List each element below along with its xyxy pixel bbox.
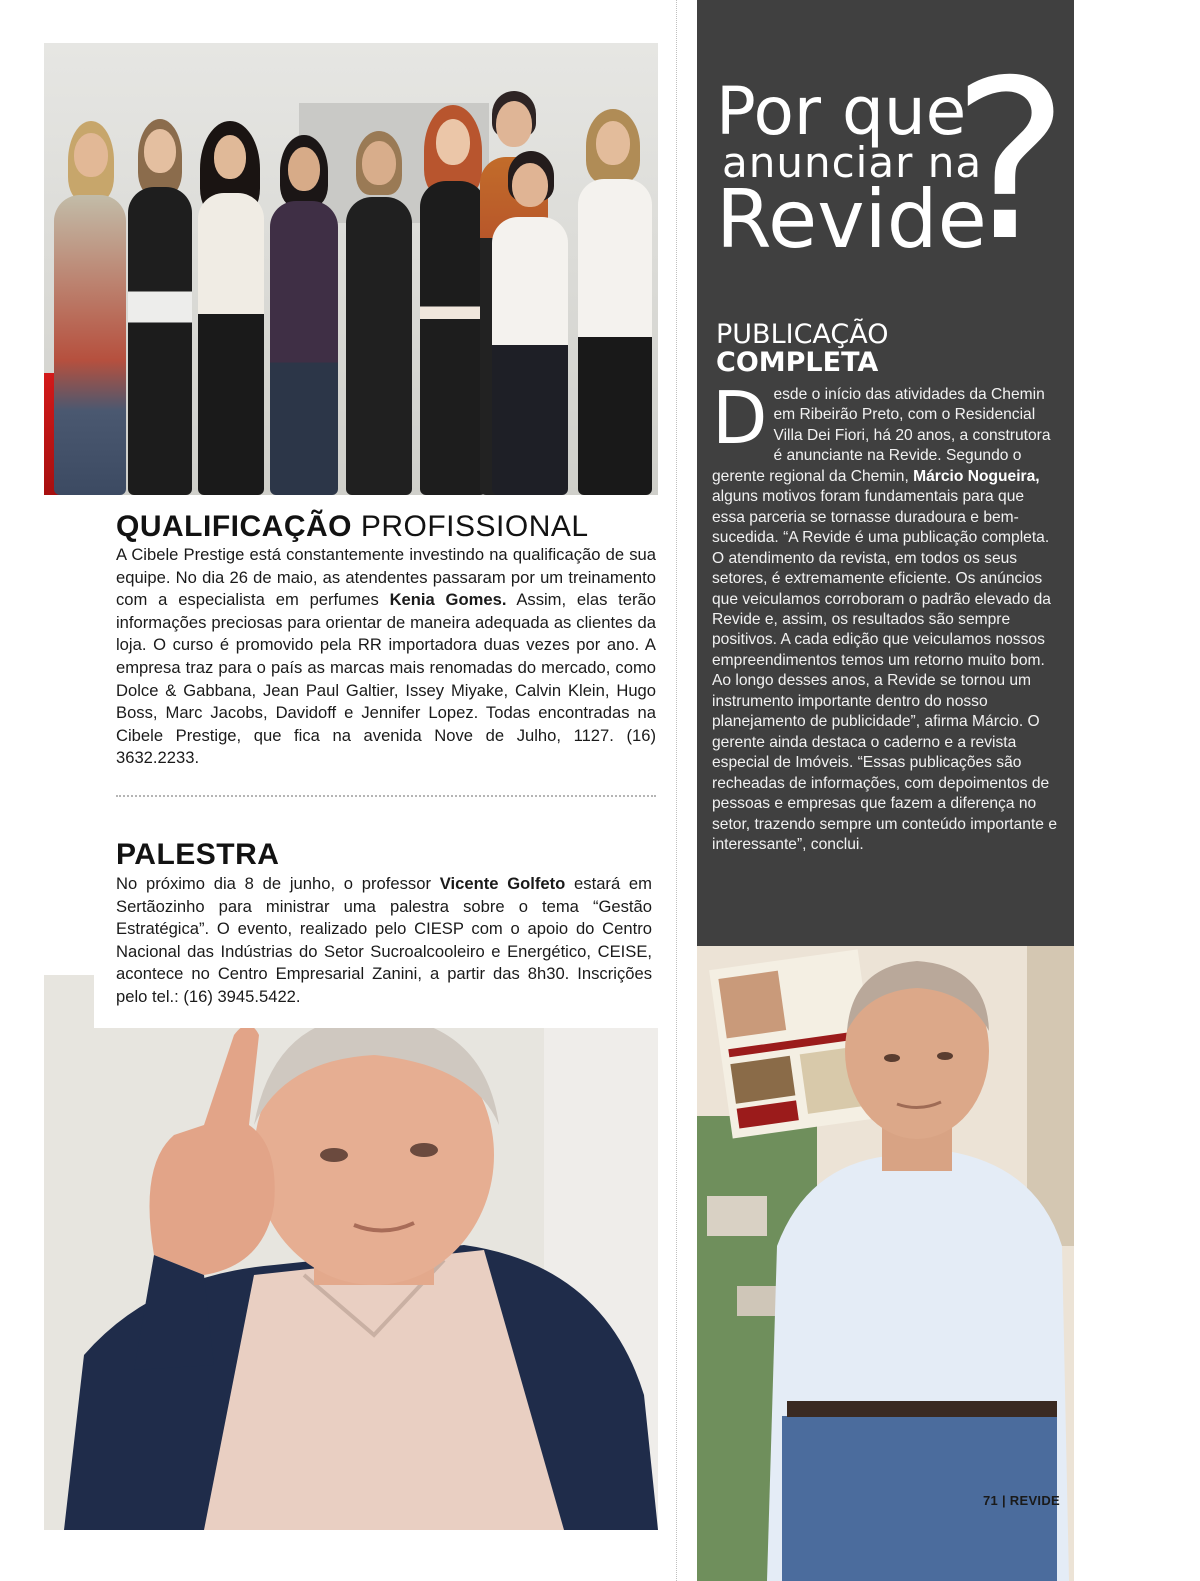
qualificacao-text-1: A Cibele Prestige está constantemente investindo na qualificação de sua equipe. No dia 26 de maio, as atendentes passaram por um treinamento com a especialista em perfumes <box>116 545 656 610</box>
sidebar-text-2: alguns motivos foram fundamentais para que essa parceria se tornasse duradoura e bem-sucedida. “A Revide é uma publicação completa. O atendimento da revista, em todos os seus setores, é extremamente eficiente. Os anúncios que veiculamos corroboram o padrão elevado da Revide e, assim, os resultados são sempre positivos. A cada edição que veiculamos nossos empreendimentos temos um retorno muito bom. Ao longo desses anos, a Revide se tornou um instrumento importante dentro do nosso planejamento de publicidade”, afirma Márcio. O gerente ainda destaca o caderno e a revista especial de Imóveis. “Essas publicações são recheadas de informações, com depoimentos de pessoas e empresas que fazem a diferença no setor, trazendo sempre um conteúdo importante e interessante”, conclui. <box>712 488 1057 853</box>
person-3 <box>190 127 272 495</box>
sidebar-subtitle-bold: COMPLETA <box>716 347 879 378</box>
question-mark: ? <box>952 33 1069 289</box>
qualificacao-name: Kenia Gomes. <box>389 590 507 610</box>
column-divider <box>676 0 677 1581</box>
sidebar-text-1: esde o início das atividades da Chemin em Ribeirão Preto, com o Residencial Villa Dei Fiori, há 20 anos, a construtora é anunciante na Revide. Segundo o gerente regional da Chemin, <box>712 386 1051 485</box>
qualificacao-title <box>116 510 589 544</box>
qualificacao-title-light: PROFISSIONAL <box>360 510 589 543</box>
person-4 <box>264 139 344 495</box>
palestra-name: Vicente Golfeto <box>439 874 566 893</box>
dropcap: D <box>712 376 768 460</box>
qualificacao-text-2: Assim, elas terão informações preciosas para orientar de maneira adequada as clientes da loja. O curso é promovido pela RR importadora duas vezes por ano. A empresa traz para o país as marcas mais renomadas do mercado, como Dolce & Gabbana, Jean Paul Galtier, Issey Miyake, Calvin Klein, Hugo Boss, Marc Jacobs, Davidoff e Jennifer Lopez. Todas encontradas na Cibele Prestige, que fica na avenida Nove de Julho, 1127. (16) 3632.2233. <box>116 590 656 768</box>
person-1 <box>50 125 130 495</box>
vicente-golfeto-photo <box>44 975 658 1530</box>
person-8 <box>482 155 578 495</box>
marcio-nogueira-photo <box>697 946 1074 1581</box>
qualificacao-title-bold: QUALIFICAÇÃO <box>116 510 352 543</box>
page-folio: 71 | REVIDE <box>982 1493 1060 1508</box>
section-separator <box>116 795 656 797</box>
palestra-title: PALESTRA <box>116 838 280 871</box>
sidebar-subtitle-light: PUBLICAÇÃO <box>716 319 889 350</box>
portrait-illustration-right <box>697 946 1074 1581</box>
headline-line1: Por que <box>716 73 967 150</box>
sidebar-body <box>712 376 1058 855</box>
palestra-text-2: estará em Sertãozinho para ministrar uma palestra sobre o tema “Gestão Estratégica”. O evento, realizado pelo CIESP com o apoio do Centro Nacional das Indústrias do Setor Sucroalcooleiro e Energético, CEISE, acontece no Centro Empresarial Zanini, a partir das 8h30. Inscrições pelo tel.: (16) 3945.5422. <box>116 874 652 1006</box>
headline-line2: anunciar na <box>722 138 983 187</box>
portrait-illustration <box>44 975 658 1530</box>
person-2 <box>122 121 198 495</box>
person-9 <box>572 113 658 495</box>
team-group-photo <box>44 43 658 495</box>
qualificacao-body <box>116 544 656 770</box>
person-5 <box>340 133 418 495</box>
headline-line3: Revide <box>716 173 987 266</box>
palestra-body <box>116 873 652 1009</box>
palestra-text-1: No próximo dia 8 de junho, o professor <box>116 874 440 893</box>
sidebar-name: Márcio Nogueira, <box>913 467 1040 485</box>
